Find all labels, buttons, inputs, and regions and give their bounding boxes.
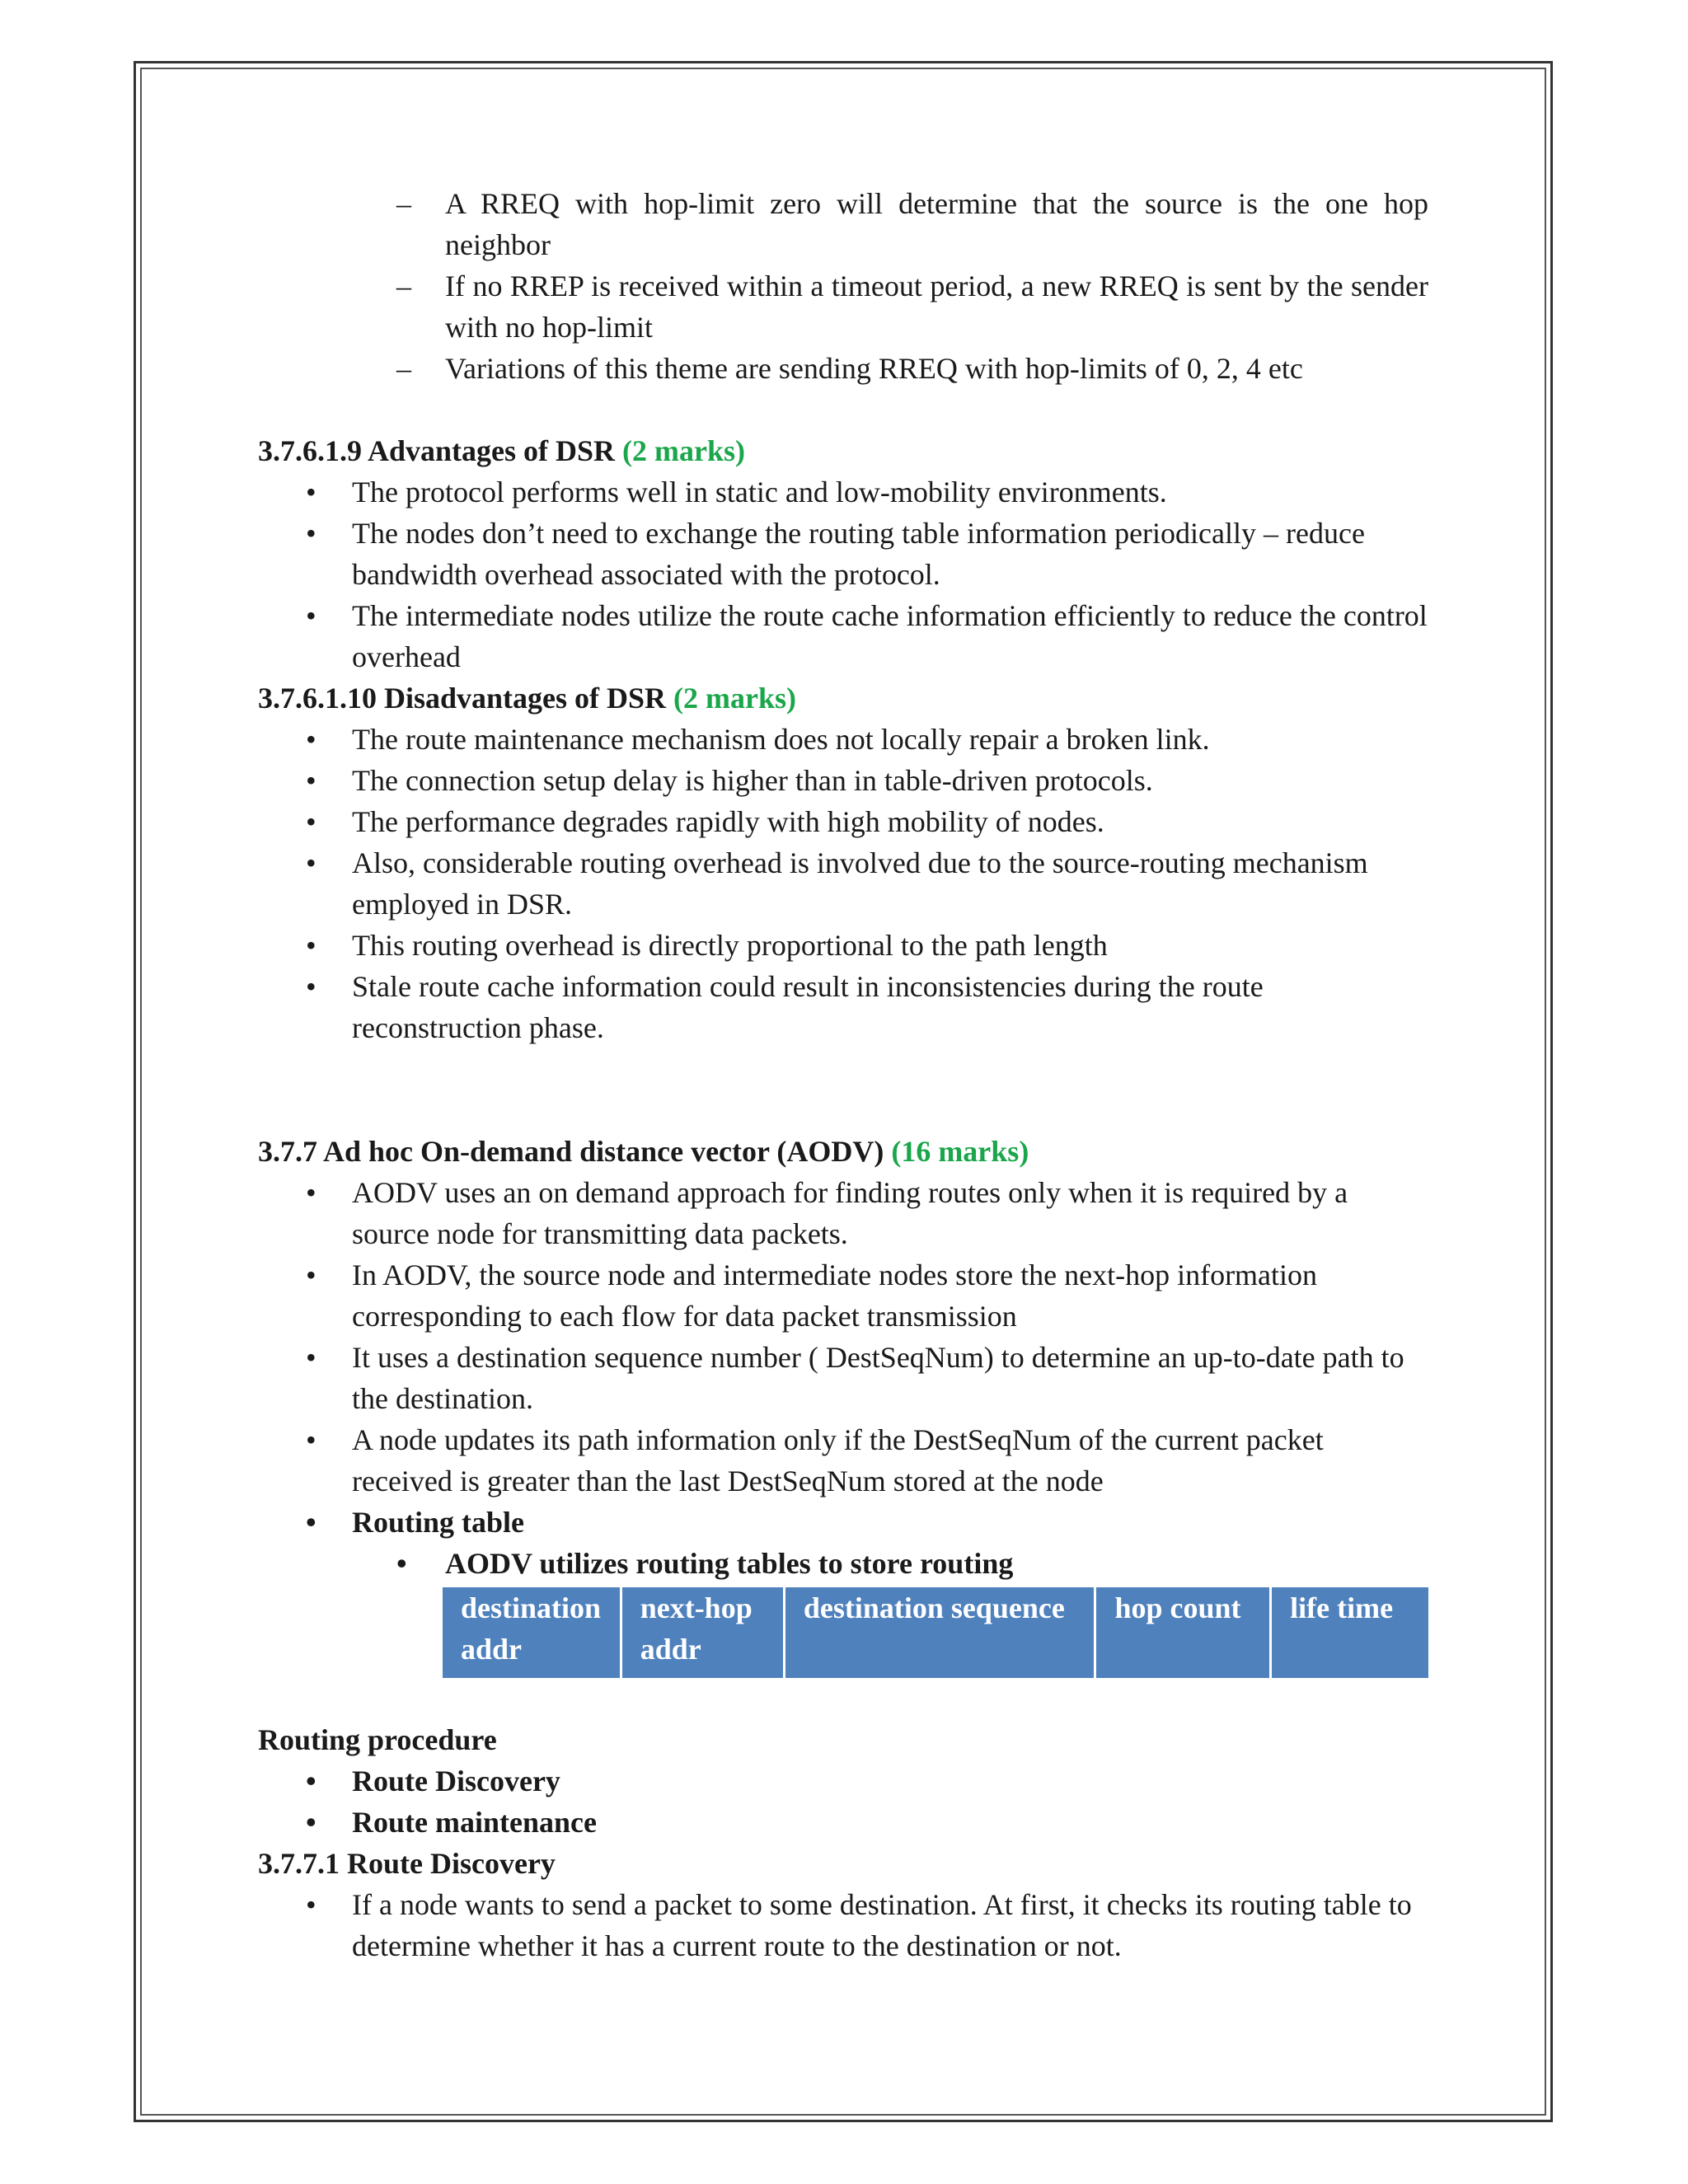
bullet-marker: • [306, 1341, 316, 1374]
bullet-marker: • [306, 476, 316, 509]
marks-badge: (2 marks) [673, 682, 797, 715]
aodv-heading: 3.7.7 Ad hoc On-demand distance vector (AODV) (16 marks) [258, 1135, 1029, 1168]
bullet-marker: • [306, 1888, 316, 1921]
routing-table [443, 1587, 1428, 1678]
list-item: – A RREQ with hop-limit zero will determine that the source is the one hop neighbor [258, 183, 1428, 265]
bullet-marker: • [306, 1176, 316, 1209]
table-header-row [443, 1587, 1428, 1678]
procedure-list [258, 1760, 1428, 1843]
list-item: • A node updates its path information only if the DestSeqNum of the current packet received is greater than the last DestSeqNum stored at the node [258, 1419, 1428, 1502]
routing-procedure-heading: Routing procedure [258, 1723, 497, 1756]
table-header-cell: destination sequence [784, 1587, 1095, 1678]
list-item: • If a node wants to send a packet to some destination. At first, it checks its routing table to determine whether it has a current route to the destination or not. [258, 1884, 1428, 1966]
routing-table-item: • Routing table [258, 1502, 1428, 1543]
bullet-marker: • [306, 1765, 316, 1797]
route-discovery-heading: 3.7.7.1 Route Discovery [258, 1847, 556, 1880]
list-item: • Route Discovery [258, 1760, 1428, 1802]
bullet-marker: • [306, 599, 316, 632]
bullet-marker: • [306, 723, 316, 756]
bullet-marker: • [306, 1258, 316, 1291]
list-item: • Also, considerable routing overhead is involved due to the source-routing mechanism employed in DSR. [258, 842, 1428, 925]
document-content [258, 183, 1428, 1966]
list-item: • In AODV, the source node and intermediate nodes store the next-hop information corresponding to each flow for data packet transmission [258, 1254, 1428, 1337]
list-item: • This routing overhead is directly proportional to the path length [258, 925, 1428, 966]
list-item: • The connection setup delay is higher than in table-driven protocols. [258, 760, 1428, 801]
bullet-marker: • [306, 1506, 316, 1539]
bullet-marker: • [306, 846, 316, 879]
list-item: • The performance degrades rapidly with high mobility of nodes. [258, 801, 1428, 842]
list-item: • The intermediate nodes utilize the route cache information efficiently to reduce the control overhead [258, 595, 1428, 677]
list-item: • The nodes don’t need to exchange the routing table information periodically – reduce bandwidth overhead associated with the protocol. [258, 513, 1428, 595]
dash-marker: – [396, 187, 411, 220]
marks-badge: (2 marks) [622, 434, 746, 467]
table-header-cell: hop count [1095, 1587, 1271, 1678]
dash-marker: – [396, 269, 411, 302]
list-item: – Variations of this theme are sending RREQ with hop-limits of 0, 2, 4 etc [258, 348, 1428, 389]
table-header-cell: destination addr [443, 1587, 621, 1678]
marks-badge: (16 marks) [891, 1135, 1029, 1168]
aodv-list [258, 1172, 1428, 1584]
route-discovery-list [258, 1884, 1428, 1966]
bullet-marker: • [396, 1547, 407, 1580]
bullet-marker: • [306, 764, 316, 797]
bullet-marker: • [306, 517, 316, 550]
routing-table-subitem: • AODV utilizes routing tables to store routing [258, 1543, 1428, 1584]
list-item: • The protocol performs well in static and low-mobility environments. [258, 471, 1428, 513]
table-header-cell: next-hop addr [621, 1587, 784, 1678]
advantages-heading: 3.7.6.1.9 Advantages of DSR (2 marks) [258, 434, 746, 467]
bullet-marker: • [306, 1423, 316, 1456]
dash-list [258, 183, 1428, 389]
bullet-marker: • [306, 1806, 316, 1839]
list-item: – If no RREP is received within a timeout period, a new RREQ is sent by the sender with no hop-limit [258, 265, 1428, 348]
disadvantages-list [258, 719, 1428, 1048]
bullet-marker: • [306, 805, 316, 838]
list-item: • Stale route cache information could result in inconsistencies during the route reconstruction phase. [258, 966, 1428, 1048]
advantages-list [258, 471, 1428, 677]
table-header-cell: life time [1271, 1587, 1428, 1678]
bullet-marker: • [306, 929, 316, 962]
dash-marker: – [396, 352, 411, 385]
list-item: • Route maintenance [258, 1802, 1428, 1843]
list-item: • The route maintenance mechanism does not locally repair a broken link. [258, 719, 1428, 760]
bullet-marker: • [306, 970, 316, 1003]
list-item: • It uses a destination sequence number ( DestSeqNum) to determine an up-to-date path to the destination. [258, 1337, 1428, 1419]
list-item: • AODV uses an on demand approach for finding routes only when it is required by a source node for transmitting data packets. [258, 1172, 1428, 1254]
disadvantages-heading: 3.7.6.1.10 Disadvantages of DSR (2 marks) [258, 682, 797, 715]
